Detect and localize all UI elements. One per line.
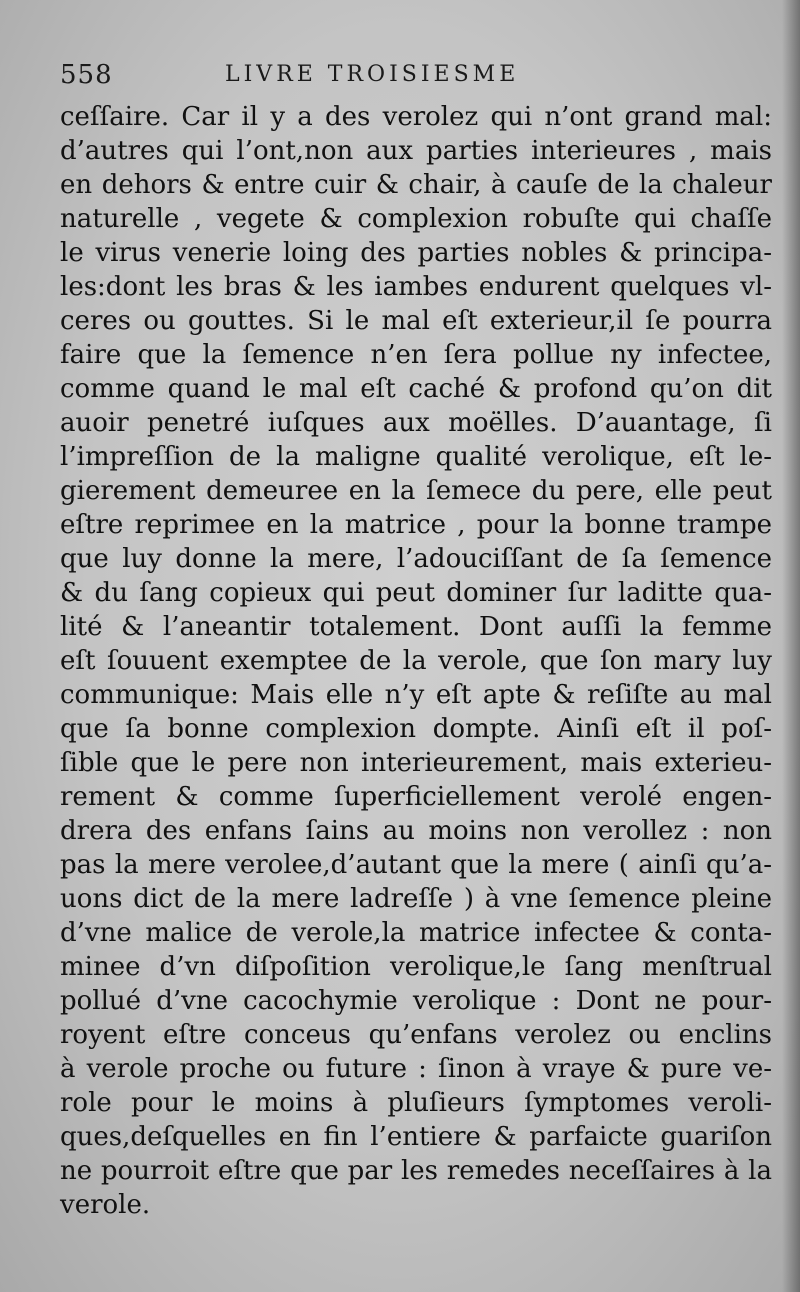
- text-line: ques,deſquelles en fin l’entiere & parfaicte guariſon: [60, 1122, 772, 1152]
- text-line: d’vne malice de verole,la matrice infectee & conta-: [60, 918, 772, 948]
- text-line: gierement demeuree en la ſemece du pere, elle peut: [60, 476, 772, 506]
- running-title: LIVRE TROISIESME: [225, 62, 520, 87]
- text-line: l’impreſſion de la maligne qualité verolique, eſt le-: [60, 442, 772, 472]
- text-line: pas la mere verolee,d’autant que la mere ( ainſi qu’a-: [60, 850, 772, 880]
- text-line: pollué d’vne cacochymie verolique : Dont ne pour-: [60, 986, 772, 1016]
- text-line: les:dont les bras & les iambes endurent quelques vl-: [60, 272, 772, 302]
- text-line: naturelle , vegete & complexion robuſte qui chaſſe: [60, 204, 772, 234]
- text-line: que luy donne la mere, l’adouciſſant de ſa ſemence: [60, 544, 772, 574]
- text-line: role pour le moins à pluſieurs ſymptomes veroli-: [60, 1088, 772, 1118]
- text-line: ſible que le pere non interieurement, mais exterieu-: [60, 748, 772, 778]
- text-line: en dehors & entre cuir & chair, à cauſe de la chaleur: [60, 170, 772, 200]
- text-line: uons dict de la mere ladreſſe ) à vne ſemence pleine: [60, 884, 772, 914]
- text-line: & du ſang copieux qui peut dominer ſur laditte qua-: [60, 578, 772, 608]
- text-line: le virus venerie loing des parties nobles & principa-: [60, 238, 772, 268]
- text-line: ceres ou gouttes. Si le mal eſt exterieur,il ſe pourra: [60, 306, 772, 336]
- text-line: ceſſaire. Car il y a des verolez qui n’ont grand mal:: [60, 102, 772, 132]
- text-line: à verole proche ou future : ſinon à vraye & pure ve-: [60, 1054, 772, 1084]
- text-line: rement & comme ſuperficiellement verolé engen-: [60, 782, 772, 812]
- text-line: eſtre reprimee en la matrice , pour la bonne trampe: [60, 510, 772, 540]
- body-text: [60, 100, 772, 1222]
- text-line: royent eſtre conceus qu’enfans verolez ou enclins: [60, 1020, 772, 1050]
- text-line: comme quand le mal eſt caché & profond qu’on dit: [60, 374, 772, 404]
- page-number: 558: [60, 60, 113, 90]
- text-line: faire que la ſemence n’en ſera pollue ny infectee,: [60, 340, 772, 370]
- text-line: verole.: [60, 1190, 151, 1220]
- text-line: auoir penetré iuſques aux moëlles. D’auantage, ſi: [60, 408, 772, 438]
- text-line: ne pourroit eſtre que par les remedes neceſſaires à la: [60, 1156, 772, 1186]
- text-line: d’autres qui l’ont,non aux parties interieures , mais: [60, 136, 772, 166]
- text-line: minee d’vn diſpoſition verolique,le ſang menſtrual: [60, 952, 772, 982]
- text-line: que ſa bonne complexion dompte. Ainſi eſt il poſ-: [60, 714, 772, 744]
- text-line: lité & l’aneantir totalement. Dont auſſi la femme: [60, 612, 772, 642]
- text-line: eſt ſouuent exemptee de la verole, que ſon mary luy: [60, 646, 772, 676]
- page-header: [60, 60, 760, 96]
- text-line: communique: Mais elle n’y eſt apte & reſiſte au mal: [60, 680, 772, 710]
- text-line: drera des enfans ſains au moins non verollez : non: [60, 816, 772, 846]
